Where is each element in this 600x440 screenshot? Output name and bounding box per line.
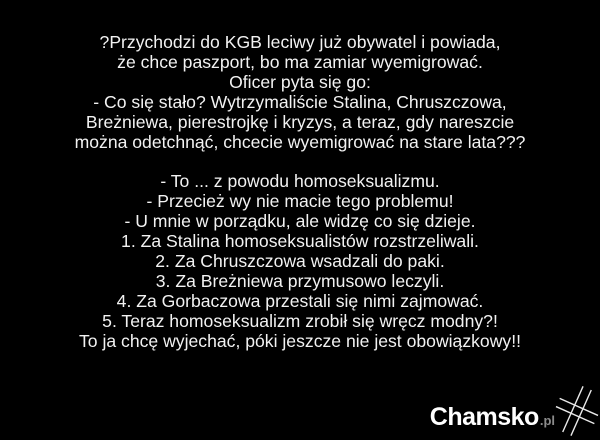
joke-line: 3. Za Breżniewa przymusowo leczyli. — [155, 271, 445, 292]
joke-line: Breżniewa, pierestrojkę i kryzys, a teraz, gdy nareszcie — [85, 111, 515, 132]
joke-line: 4. Za Gorbaczowa przestali się nimi zajmować. — [116, 290, 484, 311]
joke-line: 5. Teraz homoseksualizm zrobił się wręcz modny?! — [102, 310, 498, 331]
joke-line-blank — [0, 153, 600, 173]
joke-line: ?Przychodzi do KGB leciwy już obywatel i powiada, — [99, 32, 501, 52]
joke-line: - Przecież wy nie macie tego problemu! — [146, 191, 454, 212]
brand-tld: .pl — [539, 413, 555, 428]
joke-line: 2. Za Chruszczowa wsadzali do paki. — [155, 251, 445, 272]
joke-line: - Co się stało? Wytrzymaliście Stalina, Chruszczowa, — [93, 91, 507, 112]
chamsko-wordmark — [430, 405, 555, 430]
joke-line: że chce paszport, bo ma zamiar wyemigrować. — [117, 51, 483, 72]
joke-line: To ja chcę wyjechać, póki jeszcze nie jest obowiązkowy!! — [79, 330, 521, 351]
joke-line: Oficer pyta się go: — [229, 71, 371, 92]
brand-name: Chamsko — [429, 403, 539, 431]
joke-text — [0, 33, 600, 352]
chamsko-logo — [430, 383, 599, 439]
hash-icon — [555, 383, 599, 439]
joke-line: - U mnie w porządku, ale widzę co się dzieje. — [124, 211, 476, 232]
joke-line: 1. Za Stalina homoseksualistów rozstrzeliwali. — [121, 231, 479, 252]
joke-line: - To ... z powodu homoseksualizmu. — [160, 171, 440, 192]
joke-line: można odetchnąć, chcecie wyemigrować na stare lata??? — [74, 131, 526, 152]
